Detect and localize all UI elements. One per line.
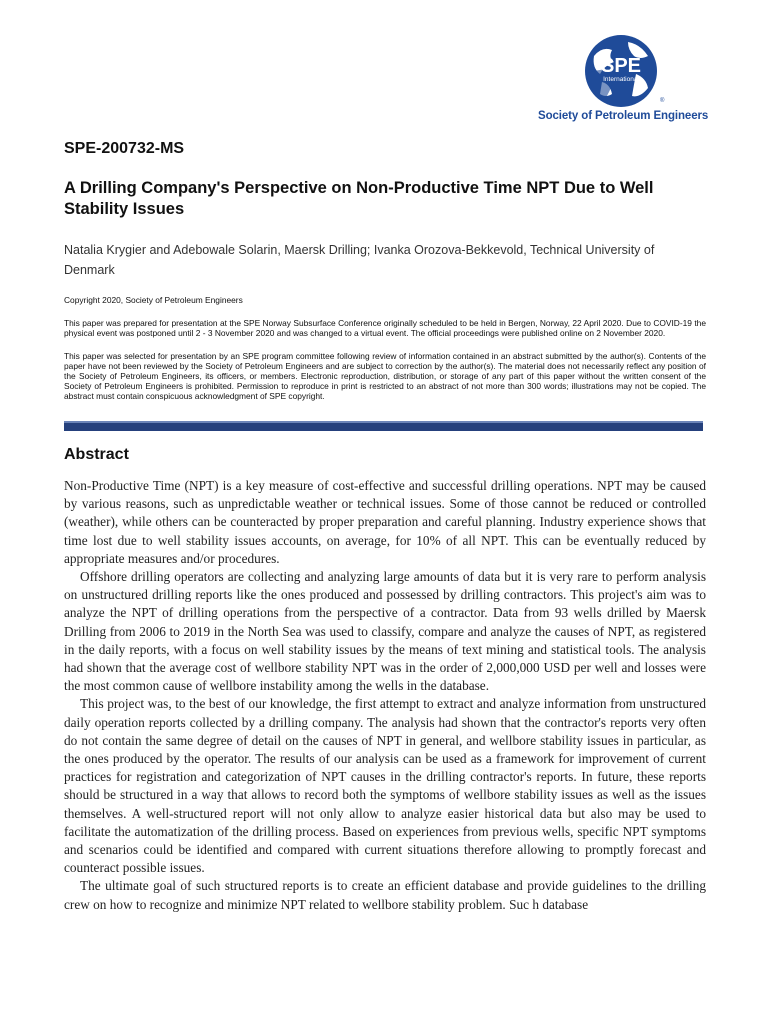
abstract-heading: Abstract — [64, 446, 129, 463]
authors: Natalia Krygier and Adebowale Solarin, Maersk Drilling; Ivanka Orozova-Bekkevold, Technical University of Denmark — [64, 243, 655, 277]
registered-mark-icon: ® — [660, 98, 665, 104]
spe-logo — [536, 34, 709, 126]
globe-icon — [556, 34, 686, 108]
section-divider — [64, 421, 703, 431]
abstract-body — [64, 477, 706, 914]
paper-title: A Drilling Company's Perspective on Non-Productive Time NPT Due to Well Stability Issues — [64, 179, 654, 218]
selection-notice: This paper was selected for presentation by an SPE program committee following review of information contained in an abstract submitted by the author(s). Contents of the paper have not been reviewed by the Society of Petroleum Engineers and are subject to correction by the author(s). The material does not necessarily reflect any position of the Society of Petroleum Engineers, its officers, or members. Electronic reproduction, distribution, or storage of any part of this paper without the written consent of the Society of Petroleum Engineers is prohibited. Permission to reproduce in print is restricted to an abstract of not more than 300 words; illustrations may not be copied. The abstract must contain conspicuous acknowledgment of SPE copyright. — [64, 351, 706, 401]
logo-wordmark: SPE — [600, 55, 642, 77]
presentation-notice: This paper was prepared for presentation at the SPE Norway Subsurface Conference originally scheduled to be held in Bergen, Norway, 22 April 2020. Due to COVID-19 the physical event was postponed until 2 - 3 November 2020 and was changed to a virtual event. The official proceedings were published online on 2 November 2020. — [64, 318, 706, 338]
logo-caption: Society of Petroleum Engineers — [538, 110, 709, 122]
copyright-line: Copyright 2020, Society of Petroleum Engineers — [64, 295, 243, 305]
logo-sub: International — [603, 76, 639, 83]
abstract-paragraph: This project was, to the best of our knowledge, the first attempt to extract and analyze information from unstructured daily operation reports collected by a drilling company. The analysis had shown that the contractor's reports very often do not contain the same degree of detail on the causes of NPT in general, and wellbore stability issues in particular, as the ones produced by the operator. The results of our analysis can be used as a framework for improvement of current practices for registration and categorization of NPT causes in the drilling contractor's reports. In future, these reports should be structured in a way that allows to record both the symptoms of wellbore stability issues as well as the issues themselves. A well-structured report will not only allow to analyze easier historical data but also may be used to facilitate the automatization of the drilling process. Based on experiences from previous wells, specific NPT symptoms and scenarios could be identified and compared with current situations therefore allowing to promptly forecast and counteract possible issues. — [64, 696, 706, 876]
abstract-paragraph: Offshore drilling operators are collecting and analyzing large amounts of data but it is very rare to perform analysis on unstructured drilling reports like the ones produced and possessed by drilling contractors. This project's aim was to analyze the NPT of drilling operations from the perspective of a contractor. Data from 93 wells drilled by Maersk Drilling from 2006 to 2019 in the North Sea was used to classify, compare and analyze the causes of NPT, as registered in the daily reports, with a focus on well stability issues by the means of text mining and statistical tools. The analysis had shown that the average cost of wellbore stability NPT was in the order of 2,000,000 USD per well and losses were the most common cause of wellbore instability among the wells in the database. — [64, 569, 706, 694]
abstract-paragraph: The ultimate goal of such structured reports is to create an efficient database and provide guidelines to the drilling crew on how to recognize and minimize NPT related to wellbore stability problem. Suc h database — [64, 878, 706, 912]
paper-id: SPE-200732-MS — [64, 140, 185, 157]
abstract-paragraph: Non-Productive Time (NPT) is a key measure of cost-effective and successful drilling operations. NPT may be caused by various reasons, such as unpredictable weather or technical issues. Some of those cannot be reduced or controlled (weather), while others can be counteracted by proper preparation and careful planning. Industry experience shows that time lost due to well stability issues accounts, on average, for 10% of all NPT. This can be eventually reduced by appropriate measures and/or procedures. — [64, 478, 706, 566]
